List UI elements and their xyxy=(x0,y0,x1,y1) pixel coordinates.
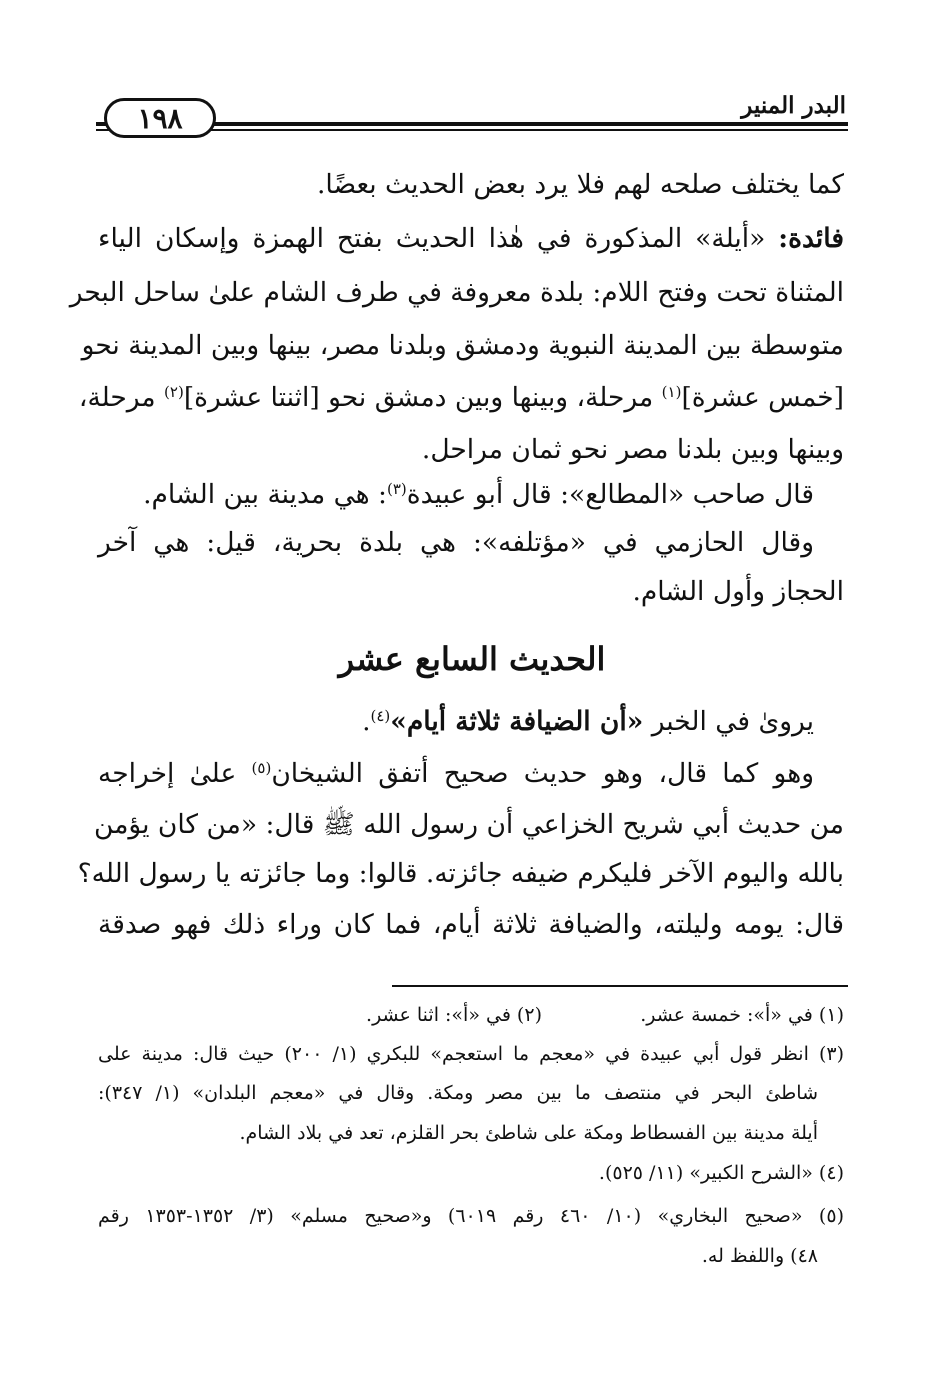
page-number: ١٩٨ xyxy=(137,101,183,135)
text-line-11: وهو كما قال، وهو حديث صحيح أتفق الشيخان$^{(٥)}$ علىٰ إخراجه xyxy=(98,758,814,789)
text-line-3: المثناة تحت وفتح اللام: بلدة معروفة في طرف الشام علىٰ ساحل البحر xyxy=(69,277,844,308)
text-line-5: [خمس عشرة]$^{(١)}$ مرحلة، وبينها وبين دمشق نحو [اثنتا عشرة]$^{(٢)}$ مرحلة، xyxy=(78,382,844,413)
text-line-9: الحجاز وأول الشام. xyxy=(632,576,844,607)
text-line-13: بالله واليوم الآخر فليكرم ضيفه جائزته. قالوا: وما جائزته يا رسول الله؟ xyxy=(77,858,844,889)
page-number-badge xyxy=(104,98,216,138)
note-label: فائدة: xyxy=(778,223,844,254)
text-line-8: وقال الحازمي في «مؤتلفه»: هي بلدة بحرية، قيل: هي آخر xyxy=(98,527,814,558)
footnote-3-line-3: أيلة مدينة بين الفسطاط ومكة على شاطئ بحر القلزم، تعد في بلاد الشام. xyxy=(239,1122,818,1144)
footnote-2: (٢) في «أ»: اثنا عشر. xyxy=(366,1004,542,1026)
footnote-separator xyxy=(392,985,848,987)
footnote-3-line-1: (٣) انظر قول أبي عبيدة في «معجم ما استعجم» للبكري (١/ ٢٠٠) حيث قال: مدينة على xyxy=(98,1043,844,1065)
text-line-14: قال: يومه وليلته، والضيافة ثلاثة أيام، فما كان وراء ذلك فهو صدقة xyxy=(98,909,844,940)
footnote-marker[interactable]: (١) xyxy=(661,383,682,401)
footnote-3-line-2: شاطئ البحر في منتصف ما بين مصر ومكة. وقال في «معجم البلدان» (١/ ٣٤٧): xyxy=(98,1082,818,1104)
footnote-marker[interactable]: (٣) xyxy=(387,480,407,498)
footnote-5-line-1: (٥) «صحيح البخاري» (١٠/ ٤٦٠ رقم ٦٠١٩) و«صحيح مسلم» (٣/ ١٣٥٢-١٣٥٣ رقم xyxy=(98,1205,844,1227)
section-heading: الحديث السابع عشر xyxy=(338,640,606,678)
hadith-quote: «أن الضيافة ثلاثة أيام» xyxy=(390,706,644,737)
footnote-marker[interactable]: (٥) xyxy=(251,759,272,777)
text-line-2: فائدة: «أيلة» المذكورة في هٰذا الحديث بفتح الهمزة وإسكان الياء xyxy=(98,223,844,254)
text-line-10: يروىٰ في الخبر «أن الضيافة ثلاثة أيام»$^{(٤)}$. xyxy=(362,706,814,737)
footnote-5-line-2: ٤٨) واللفظ له. xyxy=(701,1245,818,1267)
text-line-4: متوسطة بين المدينة النبوية ودمشق وبلدنا مصر، بينها وبين المدينة نحو xyxy=(81,330,844,361)
footnote-marker[interactable]: (٢) xyxy=(164,383,184,401)
footnote-4: (٤) «الشرح الكبير» (١١/ ٥٢٥). xyxy=(598,1162,844,1184)
footnote-1: (١) في «أ»: خمسة عشر. xyxy=(640,1004,844,1026)
text-line-12: من حديث أبي شريح الخزاعي أن رسول الله ﷺ قال: «من كان يؤمن xyxy=(94,809,844,840)
running-header-title: البدر المنير xyxy=(741,92,846,119)
text-line-6: وبينها وبين بلدنا مصر نحو ثمان مراحل. xyxy=(421,434,844,465)
text-line-1: كما يختلف صلحه لهم فلا يرد بعض الحديث بعضًا. xyxy=(317,169,844,200)
text-line-7: قال صاحب «المطالع»: قال أبو عبيدة$^{(٣)}$: هي مدينة بين الشام. xyxy=(143,479,814,510)
footnote-marker[interactable]: (٤) xyxy=(370,707,391,725)
